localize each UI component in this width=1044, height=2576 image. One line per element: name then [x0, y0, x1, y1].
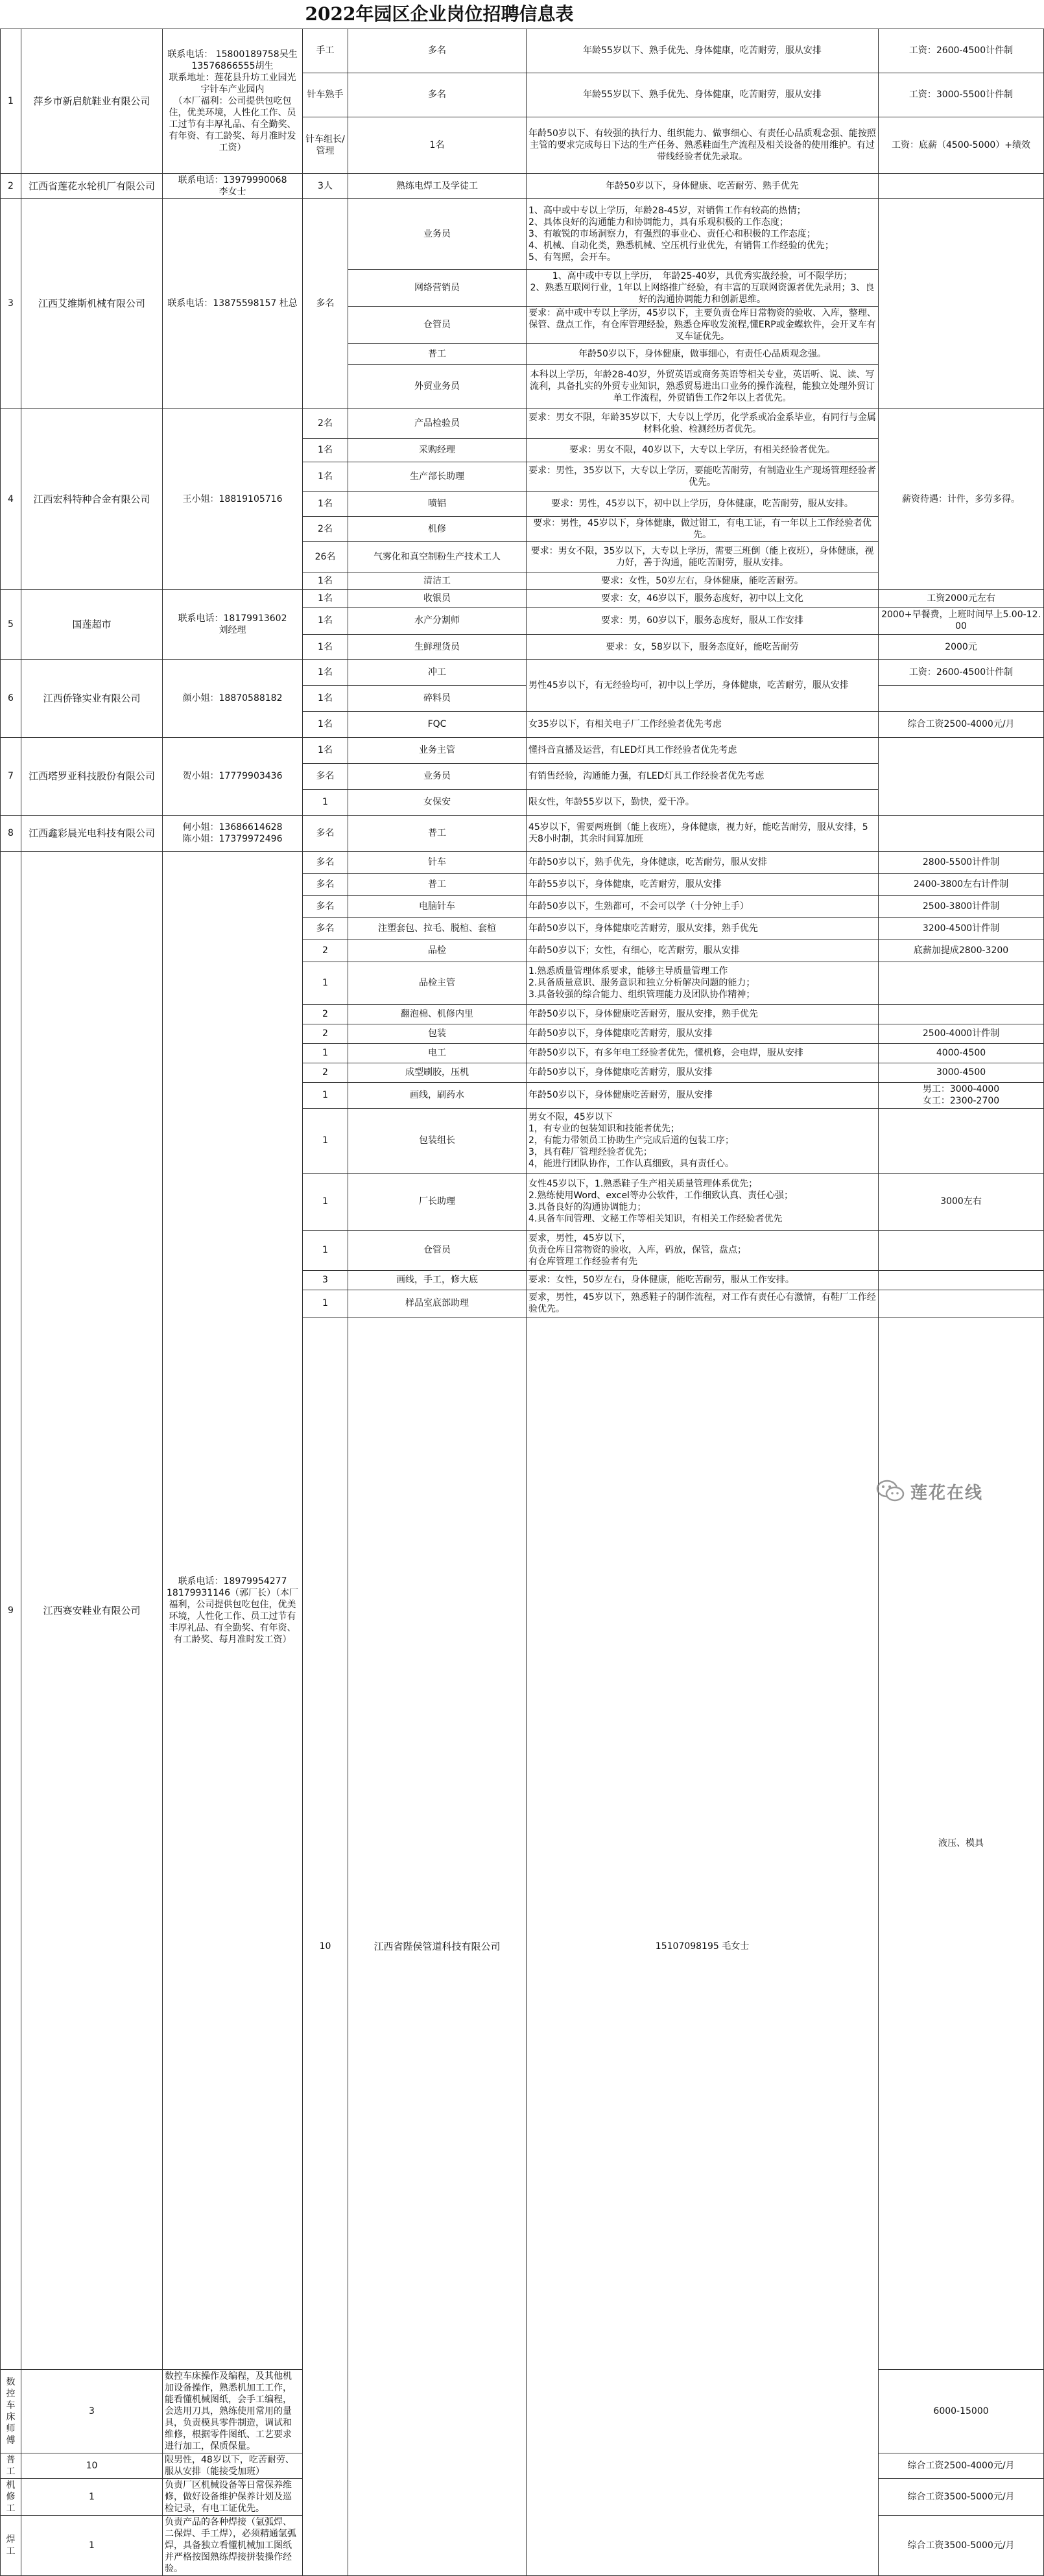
- table-cell: 年龄50岁以下，生熟都可，不会可以学（十分钟上手）: [527, 895, 879, 917]
- table-cell: [879, 815, 1044, 851]
- table-cell: 电工: [348, 1043, 527, 1063]
- table-cell: 普工: [348, 873, 527, 895]
- table-cell: 包装组长: [348, 1108, 527, 1173]
- table-cell: 联系电话：18179913602 刘经理: [163, 589, 303, 659]
- table-cell: 厂长助理: [348, 1173, 527, 1230]
- table-cell: 产品检验员: [348, 408, 527, 438]
- table-cell: 1: [1, 29, 21, 173]
- table-cell: 1: [303, 789, 348, 815]
- table-cell: 男工：3000-4000 女工：2300-2700: [879, 1082, 1044, 1108]
- table-cell: 气雾化和真空制粉生产技术工人: [348, 541, 527, 573]
- table-cell: 年龄50岁以下、有较强的执行力、组织能力、做事细心、有责任心品质观念强、能按照主管的要求完成每日下达的生产任务、熟悉鞋面生产流程及相关设备的使用维护。有过带线经验者优先录取。: [527, 117, 879, 173]
- recruitment-table-body: [1, 0, 1044, 2575]
- table-cell: 江西艾维斯机械有限公司: [21, 198, 163, 408]
- table-cell: 1名: [303, 573, 348, 589]
- table-cell: 要求：女性，50岁左右，身体健康，能吃苦耐劳。: [527, 573, 879, 589]
- table-cell: 多名: [303, 763, 348, 789]
- table-cell: 1.熟悉质量管理体系要求，能够主导质量管理工作 2.具备质量意识、服务意识和独立分析解决问题的能力； 3.具备较强的综合能力、组织管理能力及团队协作精神；: [527, 962, 879, 1004]
- table-cell: 2: [1, 173, 21, 198]
- table-cell: 4000-4500: [879, 1043, 1044, 1063]
- table-cell: 1名: [303, 737, 348, 763]
- table-cell: [879, 737, 1044, 815]
- table-cell: 男性45岁以下，有无经验均可，初中以上学历，身体健康，吃苦耐劳，服从安排: [527, 659, 879, 711]
- table-row: [1, 408, 1044, 438]
- table-cell: 王小姐：18819105716: [163, 408, 303, 589]
- table-cell: [879, 1004, 1044, 1024]
- table-cell: 多名: [303, 895, 348, 917]
- table-cell: [879, 198, 1044, 408]
- table-cell: 年龄55岁以下、熟手优先、身体健康，吃苦耐劳，服从安排: [527, 29, 879, 73]
- table-cell: 负责产品的各种焊接（氩弧焊、二保焊、手工焊），必须精通氩弧焊，具备独立看懂机械加工图纸并严格按图熟练焊接拼装操作经验。: [163, 2515, 303, 2575]
- table-cell: 1: [21, 2515, 163, 2575]
- watermark: [875, 1472, 1031, 1511]
- table-cell: 8: [1, 815, 21, 851]
- table-cell: 多名: [303, 917, 348, 939]
- page-title: 2022年园区企业岗位招聘信息表: [1, 0, 879, 29]
- table-cell: 3000左右: [879, 1173, 1044, 1230]
- table-cell: 2: [303, 1004, 348, 1024]
- table-cell: 颜小姐：18870588182: [163, 659, 303, 737]
- table-cell: 工资：2600-4500计件制: [879, 29, 1044, 73]
- table-cell: 要求：男性，45岁以下，初中以上学历，身体健康，吃苦耐劳，服从安排。: [527, 491, 879, 516]
- table-row: [1, 29, 1044, 73]
- table-cell: 薪资待遇：计件，多劳多得。: [879, 408, 1044, 589]
- table-cell: 工资：3000-5500计件制: [879, 73, 1044, 117]
- table-row: [1, 589, 1044, 607]
- table-cell: 2000+早餐费，上班时间早上5.00-12.00: [879, 607, 1044, 634]
- table-cell: 熟练电焊工及学徒工: [348, 173, 527, 198]
- table-cell: 焊工: [1, 2515, 21, 2575]
- table-cell: 要求，男性，45岁以下， 负责仓库日常物资的验收，入库，码放，保管，盘点； 有仓库管理工作经验者有先: [527, 1230, 879, 1270]
- table-cell: 工资2000元左右: [879, 589, 1044, 607]
- table-row: [1, 198, 1044, 269]
- table-cell: 品检: [348, 939, 527, 962]
- table-cell: 要求：男女不限，年龄35岁以下，大专以上学历，化学系或冶金系毕业，有同行与金属材料化验、检测经历者优先。: [527, 408, 879, 438]
- table-cell: 1: [303, 1230, 348, 1270]
- table-cell: 女35岁以下，有相关电子厂工作经验者优先考虑: [527, 711, 879, 737]
- table-cell: 清洁工: [348, 573, 527, 589]
- table-cell: 针车组长/管理: [303, 117, 348, 173]
- table-cell: [879, 1108, 1044, 1173]
- table-cell: 年龄50岁以下，有多年电工经验者优先，懂机修，会电焊，服从安排: [527, 1043, 879, 1063]
- table-cell: 年龄50岁以下，身体健康，做事细心，有责任心品质观念强。: [527, 343, 879, 364]
- table-cell: 翻泡棉、机修内里: [348, 1004, 527, 1024]
- table-cell: 限男性，48岁以下，吃苦耐劳、服从安排（能接受加班）: [163, 2453, 303, 2478]
- table-cell: 6: [1, 659, 21, 737]
- table-cell: 3200-4500计件制: [879, 917, 1044, 939]
- table-cell: 联系电话：18979954277 18179931146（郭厂长）（本厂福利，公司提供包吃包住，优美环境，人性化工作、员工过节有丰厚礼品、有全勤奖、有年资、有工龄奖、每月准时发工资）: [163, 851, 303, 2369]
- table-cell: 年龄55岁以下，身体健康，吃苦耐劳，服从安排: [527, 873, 879, 895]
- table-cell: 数控车床操作及编程，及其他机加设备操作，熟悉机加工工作，能看懂机械图纸，会手工编程，会选用刀具，熟练使用常用的量具，负责模具零件制造，调试和维修，根据零件图纸、工艺要求进行加工，保质保量。: [163, 2369, 303, 2453]
- table-cell: [879, 1290, 1044, 1317]
- table-cell: 26名: [303, 541, 348, 573]
- table-cell: 1名: [303, 711, 348, 737]
- table-cell: 年龄50岁以下，身体健康吃苦耐劳，服从安排，熟手优先: [527, 917, 879, 939]
- table-cell: 业务员: [348, 763, 527, 789]
- table-cell: 懂抖音直播及运营，有LED灯具工作经验者优先考虑: [527, 737, 879, 763]
- table-cell: 年龄50岁以下，身体健康吃苦耐劳，服从安排: [527, 1063, 879, 1082]
- table-cell: 机修: [348, 516, 527, 541]
- table-row: [1, 815, 1044, 851]
- table-cell: 业务员: [348, 198, 527, 269]
- table-cell: 要求：女，58岁以下，服务态度好，能吃苦耐劳: [527, 634, 879, 659]
- table-cell: 年龄50岁以下，熟手优先，身体健康，吃苦耐劳，服从安排: [527, 851, 879, 873]
- table-cell: 国莲超市: [21, 589, 163, 659]
- table-cell: 1名: [303, 659, 348, 685]
- table-cell: 7: [1, 737, 21, 815]
- table-cell: 45岁以下，需要两班倒（能上夜班），身体健康，视力好，能吃苦耐劳，服从安排，5天8小时制，其余时间算加班: [527, 815, 879, 851]
- table-cell: 限女性，年龄55岁以下，勤快，爱干净。: [527, 789, 879, 815]
- table-cell: 网络营销员: [348, 269, 527, 306]
- table-cell: 年龄50岁以下，身体健康吃苦耐劳，服从安排: [527, 1024, 879, 1043]
- table-row: [1, 659, 1044, 685]
- table-cell: 普工: [348, 343, 527, 364]
- table-cell: 2: [303, 1063, 348, 1082]
- table-cell: 3: [21, 2369, 163, 2453]
- table-cell: 江西赛安鞋业有限公司: [21, 851, 163, 2369]
- table-cell: 2名: [303, 408, 348, 438]
- table-cell: 外贸业务员: [348, 364, 527, 408]
- table-cell: 机修工: [1, 2478, 21, 2515]
- table-cell: 要求：男女不限，35岁以下，大专以上学历，需要三班倒（能上夜班），身体健康，视力好，善于沟通，能吃苦耐劳，服从安排。: [527, 541, 879, 573]
- table-cell: 生产部长助理: [348, 462, 527, 491]
- table-cell: 江西省陛侯管道科技有限公司: [348, 1317, 527, 2575]
- table-cell: 江西宏科特种合金有限公司: [21, 408, 163, 589]
- table-cell: 3: [1, 198, 21, 408]
- table-cell: 10: [303, 1317, 348, 2575]
- table-cell: 要求：男性，45岁以下，身体健康，做过钳工，有电工证，有一年以上工作经验者优先。: [527, 516, 879, 541]
- table-cell: 要求：女性，50岁左右，身体健康，能吃苦耐劳，服从工作安排。: [527, 1270, 879, 1290]
- table-cell: 联系电话：13979990068 李女士: [163, 173, 303, 198]
- table-cell: 6000-15000: [879, 2369, 1044, 2453]
- table-cell: 2名: [303, 516, 348, 541]
- table-cell: 注塑套包、拉毛、脱楦、套楦: [348, 917, 527, 939]
- table-cell: 样品室底部助理: [348, 1290, 527, 1317]
- table-cell: 多名: [303, 815, 348, 851]
- table-row: [1, 737, 1044, 763]
- table-cell: [879, 1270, 1044, 1290]
- table-cell: 3人: [303, 173, 348, 198]
- table-cell: 收银员: [348, 589, 527, 607]
- table-cell: 联系电话： 15800189758吴生 13576866555胡生 联系地址：莲花县升坊工业园光宇针车产业园内 （本厂福利：公司提供包吃包住，优美环境，人性化工作、员工过节有丰厚礼品、有全勤奖、有年资、有工龄奖、每月准时发工资）: [163, 29, 303, 173]
- table-cell: 多名: [348, 73, 527, 117]
- table-cell: 1: [21, 2478, 163, 2515]
- table-cell: 1名: [303, 589, 348, 607]
- table-cell: 综合工资2500-4000元/月: [879, 711, 1044, 737]
- table-cell: 1: [303, 1082, 348, 1108]
- table-cell: 综合工资3500-5000元/月: [879, 2515, 1044, 2575]
- table-cell: 有销售经验，沟通能力强，有LED灯具工作经验者优先考虑: [527, 763, 879, 789]
- table-cell: 包装: [348, 1024, 527, 1043]
- table-cell: 电脑针车: [348, 895, 527, 917]
- table-cell: [879, 685, 1044, 711]
- table-cell: 要求：女，46岁以下，服务态度好，初中以上文化: [527, 589, 879, 607]
- table-cell: 联系电话：13875598157 杜总: [163, 198, 303, 408]
- table-cell: 普工: [348, 815, 527, 851]
- table-cell: 要求：男，60岁以下，服务态度好，服从工作安排: [527, 607, 879, 634]
- table-cell: 喷铝: [348, 491, 527, 516]
- table-cell: 1名: [348, 117, 527, 173]
- table-cell: 工资：2600-4500计件制: [879, 659, 1044, 685]
- table-cell: 年龄50岁以下；女性，有细心，吃苦耐劳，服从安排: [527, 939, 879, 962]
- table-cell: 液压、模具: [879, 1317, 1044, 2369]
- table-cell: 1名: [303, 438, 348, 462]
- wechat-logo-icon: [875, 1478, 905, 1504]
- table-cell: [879, 173, 1044, 198]
- table-cell: 江西鑫彩晨光电科技有限公司: [21, 815, 163, 851]
- table-cell: 萍乡市新启航鞋业有限公司: [21, 29, 163, 173]
- table-cell: [879, 1230, 1044, 1270]
- table-cell: 2400-3800左右计件制: [879, 873, 1044, 895]
- table-cell: 底薪加提成2800-3200: [879, 939, 1044, 962]
- table-cell: FQC: [348, 711, 527, 737]
- table-cell: 1名: [303, 607, 348, 634]
- table-cell: 多名: [348, 29, 527, 73]
- table-cell: 1: [303, 1043, 348, 1063]
- table-cell: 2500-3800计件制: [879, 895, 1044, 917]
- table-cell: 针车: [348, 851, 527, 873]
- table-cell: 针车熟手: [303, 73, 348, 117]
- table-cell: 要求：男女不限，40岁以下，大专以上学历，有相关经验者优先。: [527, 438, 879, 462]
- table-cell: 本科以上学历，年龄28-40岁，外贸英语或商务英语等相关专业，英语听、说、读、写流利，具备扎实的外贸专业知识，熟悉贸易进出口业务的操作流程，能独立处理外贸订单工作流程，外贸销售工作2年以上者优先。: [527, 364, 879, 408]
- table-cell: 2: [303, 939, 348, 962]
- table-cell: 1名: [303, 685, 348, 711]
- table-cell: 综合工资3500-5000元/月: [879, 2478, 1044, 2515]
- table-cell: 3: [303, 1270, 348, 1290]
- table-cell: [879, 962, 1044, 1004]
- table-cell: 女保安: [348, 789, 527, 815]
- table-cell: 男女不限，45岁以下 1，有专业的包装知识和技能者优先； 2，有能力带领员工协助生产完成后道的包装工序； 3，具有鞋厂管理经验者优先； 4，能进行团队协作，工作认真细致，具有责任心。: [527, 1108, 879, 1173]
- table-cell: 年龄50岁以下，身体健康吃苦耐劳，服从安排: [527, 1082, 879, 1108]
- table-cell: 多名: [303, 873, 348, 895]
- table-cell: 女性45岁以下，1.熟悉鞋子生产相关质量管理体系优先； 2.熟练使用Word、excel等办公软件，工作细致认真、责任心强； 3.具备良好的沟通协调能力； 4.具备车间管理、文秘工作等相关知识，有相关工作经验者优先: [527, 1173, 879, 1230]
- table-cell: 1: [303, 1173, 348, 1230]
- table-cell: 工资：底薪（4500-5000）+绩效: [879, 117, 1044, 173]
- table-cell: 水产分割师: [348, 607, 527, 634]
- table-cell: 冲工: [348, 659, 527, 685]
- table-cell: 何小姐：13686614628 陈小姐：17379972496: [163, 815, 303, 851]
- table-cell: 1: [303, 1290, 348, 1317]
- table-cell: 1、高中或中专以上学历， 年龄25-40岁，具优秀实战经验，可不限学历； 2、熟悉互联网行业，1年以上网络推广经验，有丰富的互联网资源者优先录用；3、良好的沟通协调能力和创新思维。: [527, 269, 879, 306]
- table-cell: 品检主管: [348, 962, 527, 1004]
- table-cell: 仓管员: [348, 1230, 527, 1270]
- table-cell: 要求：高中或中专以上学历，45岁以下，主要负责仓库日常物资的验收、入库，整理、保管、盘点工作，有仓库管理经验，熟悉仓库收发流程,懂ERP或金蝶软件，会开叉车有叉车证优先。: [527, 306, 879, 343]
- table-cell: 年龄50岁以下，身体健康、吃苦耐劳、熟手优先: [527, 173, 879, 198]
- table-cell: 负责厂区机械设备等日常保养维修，做好设备维护保养计划及巡检记录，有电工证优先。: [163, 2478, 303, 2515]
- table-cell: 画线，刷药水: [348, 1082, 527, 1108]
- table-cell: 4: [1, 408, 21, 589]
- table-cell: 碎料员: [348, 685, 527, 711]
- table-cell: 综合工资2500-4000元/月: [879, 2453, 1044, 2478]
- table-cell: 1: [303, 1108, 348, 1173]
- table-row: [1, 173, 1044, 198]
- table-cell: 画线，手工，修大底: [348, 1270, 527, 1290]
- table-cell: 采购经理: [348, 438, 527, 462]
- title-row: [1, 0, 1044, 29]
- table-cell: 江西侨锋实业有限公司: [21, 659, 163, 737]
- table-cell: 多名: [303, 851, 348, 873]
- table-cell: 年龄50岁以下，身体健康吃苦耐劳，服从安排，熟手优先: [527, 1004, 879, 1024]
- table-cell: 要求，男性，45岁以下，熟悉鞋子的制作流程，对工作有责任心有激情，有鞋厂工作经验优先。: [527, 1290, 879, 1317]
- table-cell: 2500-4000计件制: [879, 1024, 1044, 1043]
- table-cell: 10: [21, 2453, 163, 2478]
- table-cell: 9: [1, 851, 21, 2369]
- table-cell: 1名: [303, 634, 348, 659]
- table-cell: 生鲜理货员: [348, 634, 527, 659]
- table-row: [1, 851, 1044, 873]
- table-cell: 贺小姐：17779903436: [163, 737, 303, 815]
- table-cell: 3000-4500: [879, 1063, 1044, 1082]
- table-cell: 成型刷胶，压机: [348, 1063, 527, 1082]
- table-cell: 仓管员: [348, 306, 527, 343]
- table-cell: 1: [303, 962, 348, 1004]
- table-cell: 数控车床师傅: [1, 2369, 21, 2453]
- table-cell: 1名: [303, 462, 348, 491]
- table-cell: 江西省莲花水轮机厂有限公司: [21, 173, 163, 198]
- table-cell: 要求：男性，35岁以下，大专以上学历，要能吃苦耐劳，有制造业生产现场管理经验者优先。: [527, 462, 879, 491]
- table-cell: 1名: [303, 491, 348, 516]
- table-cell: 多名: [303, 198, 348, 408]
- table-cell: 江西塔罗亚科技股份有限公司: [21, 737, 163, 815]
- table-cell: 1、高中或中专以上学历，年龄28-45岁，对销售工作有较高的热情； 2、具体良好的沟通能力和协调能力，具有乐观积极的工作态度； 3、有敏锐的市场洞察力，有强烈的事业心、责任心和积极的工作态度； 4、机械、自动化类，熟悉机械、空压机行业优先，有销售工作经验的优先； 5、有驾照，会开车。: [527, 198, 879, 269]
- table-cell: 2800-5500计件制: [879, 851, 1044, 873]
- table-cell: 手工: [303, 29, 348, 73]
- table-cell: 普工: [1, 2453, 21, 2478]
- table-cell: 2000元: [879, 634, 1044, 659]
- table-cell: 5: [1, 589, 21, 659]
- table-cell: 业务主管: [348, 737, 527, 763]
- watermark-text: 莲花在线: [910, 1483, 984, 1503]
- table-cell: 15107098195 毛女士: [527, 1317, 879, 2575]
- table-cell: 2: [303, 1024, 348, 1043]
- table-cell: 年龄55岁以下、熟手优先、身体健康，吃苦耐劳，服从安排: [527, 73, 879, 117]
